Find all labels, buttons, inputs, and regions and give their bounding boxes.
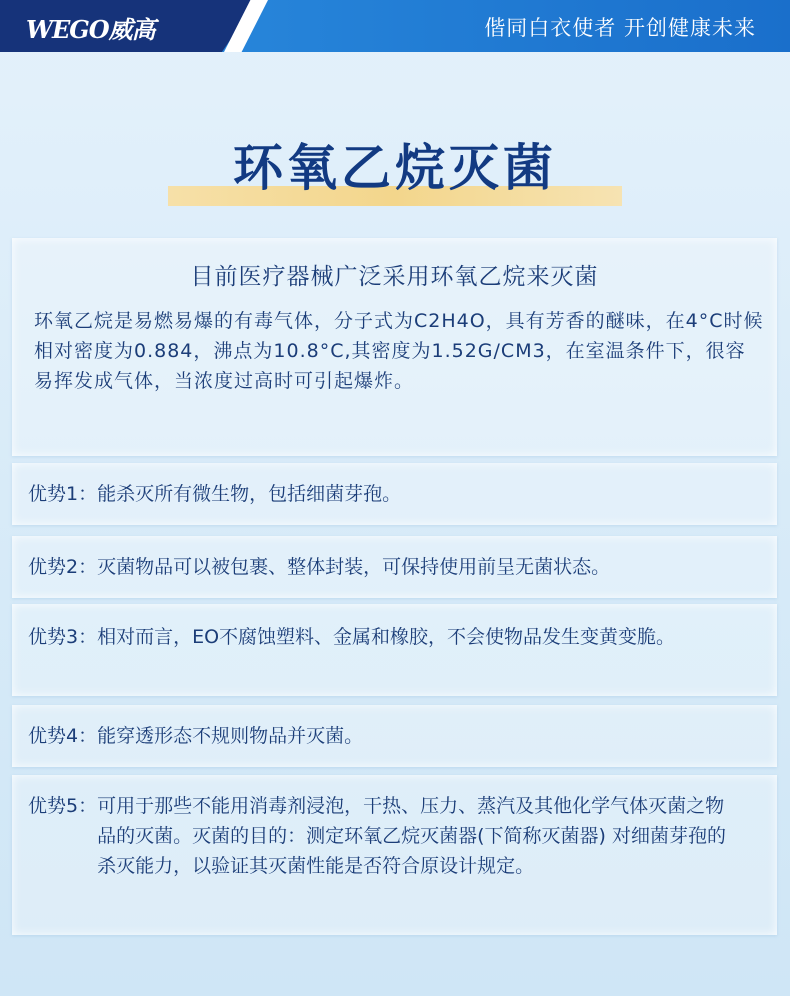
title-block (168, 128, 622, 210)
advantage-label: 优势5： (28, 795, 98, 817)
advantage-text: 相对而言，EO不腐蚀塑料、金属和橡胶，不会使物品发生变黄变脆。 (97, 626, 676, 648)
intro-heading: 目前医疗器械广泛采用环氧乙烷来灭菌 (190, 264, 599, 290)
advantage-card-1 (12, 463, 777, 525)
advantage-item (28, 622, 727, 652)
header-banner (0, 0, 790, 52)
slogan: 偕同白衣使者 开创健康未来 (484, 16, 756, 40)
advantage-text: 能杀灭所有微生物，包括细菌芽孢。 (97, 483, 402, 505)
intro-card (12, 238, 777, 456)
advantage-card-2 (12, 536, 777, 598)
advantage-item (28, 552, 610, 582)
advantage-card-4 (12, 705, 777, 767)
advantage-label: 优势3： (28, 626, 98, 648)
advantage-label: 优势4： (28, 725, 98, 747)
advantage-item (28, 721, 363, 751)
intro-body: 环氧乙烷是易燃易爆的有毒气体，分子式为C2H4O，具有芳香的醚味，在4°C时候相对密度为0.884，沸点为10.8°C,其密度为1.52G/CM3，在室温条件下，很容易挥发成气体，当浓度过高时可引起爆炸。 (34, 310, 764, 392)
advantage-label: 优势2： (28, 556, 98, 578)
advantage-text: 灭菌物品可以被包裹、整体封装，可保持使用前呈无菌状态。 (97, 556, 611, 578)
advantage-label: 优势1： (28, 483, 98, 505)
advantage-text: 可用于那些不能用消毒剂浸泡，干热、压力、蒸汽及其他化学气体灭菌之物品的灭菌。灭菌的目的：测定环氧乙烷灭菌器(下简称灭菌器) 对细菌芽孢的杀灭能力，以验证其灭菌性能是否符合原设计规定。 (97, 795, 726, 877)
advantage-card-3 (12, 604, 777, 696)
advantage-item (28, 479, 401, 509)
advantage-text: 能穿透形态不规则物品并灭菌。 (97, 725, 364, 747)
advantage-item (28, 791, 737, 881)
advantage-card-5 (12, 775, 777, 935)
page-title: 环氧乙烷灭菌 (233, 139, 557, 197)
brand-logo: WEGO威高 (26, 15, 155, 44)
